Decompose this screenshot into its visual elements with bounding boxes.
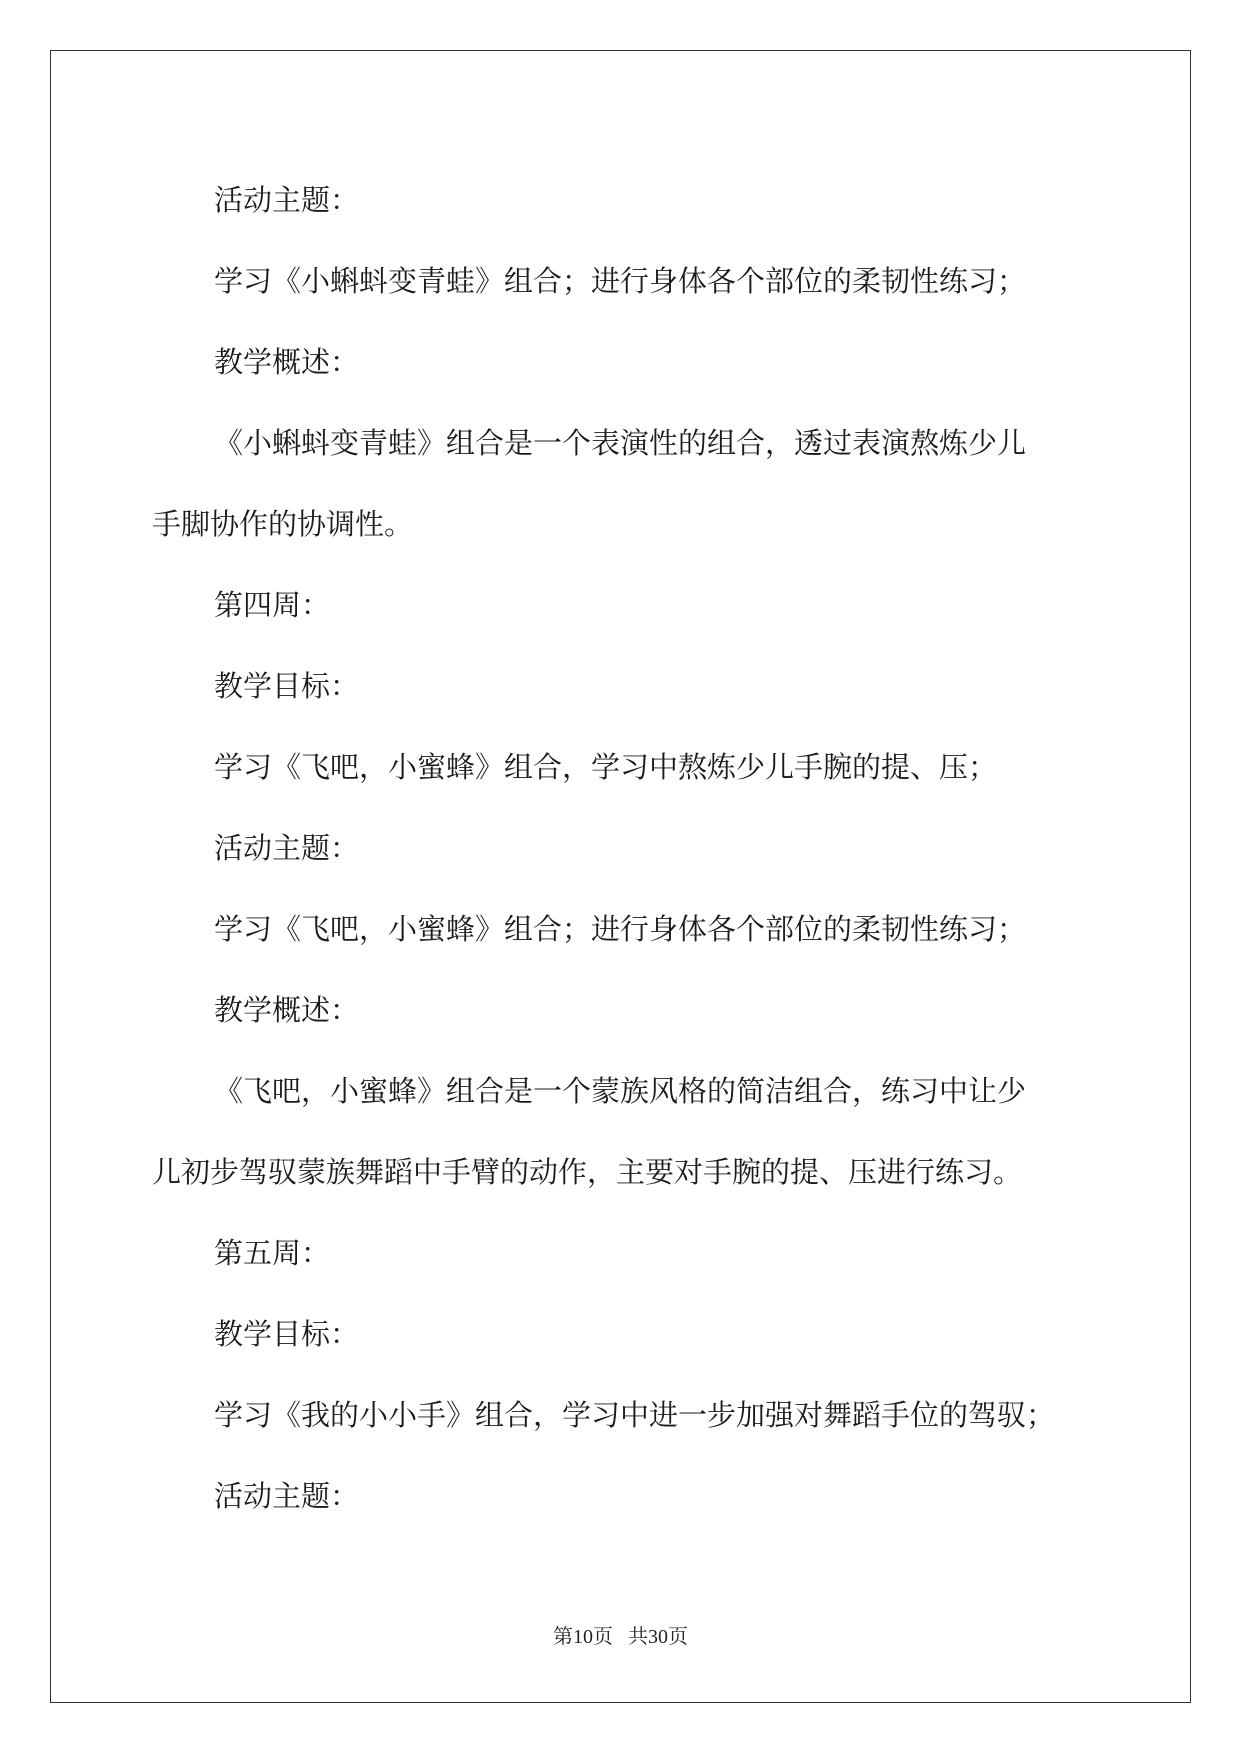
paragraph-overview-1-line2: 手脚协作的协调性。 — [152, 507, 414, 541]
paragraph-teaching-overview-4: 教学概述： — [214, 993, 360, 1027]
paragraph-activity-theme-4: 活动主题： — [214, 831, 360, 865]
paragraph-goal-5-content: 学习《我的小小手》组合，学习中进一步加强对舞蹈手位的驾驭； — [214, 1398, 1056, 1432]
paragraph-teaching-overview-1: 教学概述： — [214, 345, 360, 379]
page-total: 共30页 — [628, 1626, 688, 1648]
paragraph-goal-4-content: 学习《飞吧，小蜜蜂》组合，学习中熬炼少儿手腕的提、压； — [214, 750, 998, 784]
footer-spacer — [613, 1626, 628, 1648]
paragraph-week-four: 第四周： — [214, 588, 331, 622]
paragraph-overview-1-line1: 《小蝌蚪变青蛙》组合是一个表演性的组合，透过表演熬炼少儿 — [214, 426, 1027, 460]
paragraph-activity-theme-1: 活动主题： — [214, 183, 360, 217]
paragraph-week-five: 第五周： — [214, 1236, 331, 1270]
page-number: 第10页 — [553, 1626, 613, 1648]
document-body — [152, 160, 1092, 1537]
paragraph-activity-theme-1-content: 学习《小蝌蚪变青蛙》组合；进行身体各个部位的柔韧性练习； — [214, 264, 1027, 298]
page-footer — [0, 1620, 1241, 1649]
paragraph-overview-4-line1: 《飞吧，小蜜蜂》组合是一个蒙族风格的简洁组合，练习中让少 — [214, 1074, 1027, 1108]
paragraph-overview-4-line2: 儿初步驾驭蒙族舞蹈中手臂的动作，主要对手腕的提、压进行练习。 — [152, 1155, 1023, 1189]
paragraph-activity-theme-5: 活动主题： — [214, 1479, 360, 1513]
paragraph-teaching-goal-4: 教学目标： — [214, 669, 360, 703]
paragraph-teaching-goal-5: 教学目标： — [214, 1317, 360, 1351]
paragraph-activity-theme-4-content: 学习《飞吧，小蜜蜂》组合；进行身体各个部位的柔韧性练习； — [214, 912, 1027, 946]
